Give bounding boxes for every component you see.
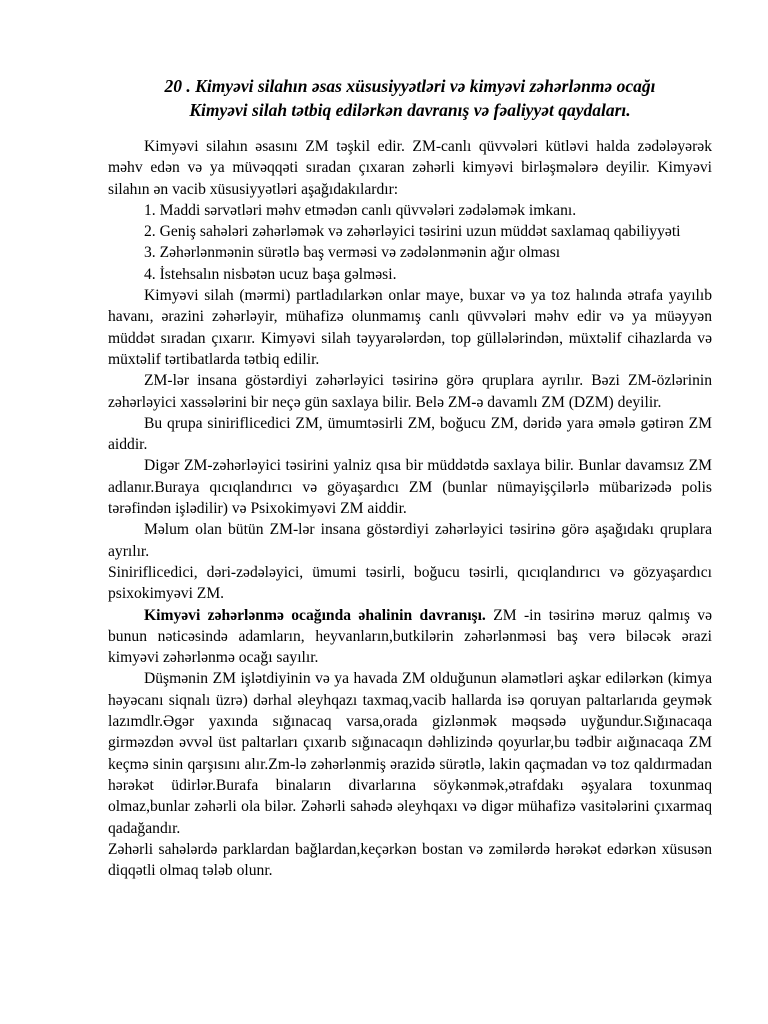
paragraph: Düşmənin ZM işlətdiyinin və ya havada ZM olduğunun əlamətləri aşkar edilərkən (kimya həyəcanı siqnalı üzrə) dərhal əleyhqazı taxmaq,vacib hallarda isə qoruyan paltarlarıda geymək lazımdlr.Əgər yaxında sığınacaq varsa,orada gizlənmək məqsədə uyğundur.Sığınacaqa girməzdən əvvəl üst paltarları çıxarıb sığınacaqın dəhlizində qoyurlar,bu tədbir aığınacaqa ZM keçmə sinin qarşısını alır.Zm-lə zəhərlənmiş ərazidə sürətlə, lakin qaçmadan və toz qaldırmadan hərəkət üdirlər.Burafa binaların divarlarına söykənmək,ətrafdakı əşyalara toxunmaq olmaz,bunlar zəhərli ola bilər. Zəhərli sahədə əleyhqaxı və digər mühafizə vasitələrini çıxarmaq qadağandır. xyxy=(108,670,712,837)
document-title xyxy=(108,74,712,122)
paragraph: Zəhərli sahələrdə parklardan bağlardan,keçərkən bostan və zəmilərdə hərəkət edərkən xüsusən diqqətli olmaq tələb olunr. xyxy=(108,840,712,880)
document-body xyxy=(108,136,712,881)
paragraph: Məlum olan bütün ZM-lər insana göstərdiyi zəhərləyici təsirinə görə aşağıdakı qruplara ayrılır. xyxy=(108,521,712,560)
paragraph: Digər ZM-zəhərləyici təsirini yalniz qısa bir müddətdə saxlaya bilir. Bunlar davamsız ZM adlanır.Buraya qıcıqlandırıcı və göyaşardıcı ZM (bunlar nümayişçilərlə mübarizədə polis tərəfindən işlədilir) və Psixokimyəvi ZM aiddir. xyxy=(108,457,712,518)
paragraph-with-bold-lead xyxy=(108,605,712,669)
paragraph: Bu qrupa siniriflicedici ZM, ümumtəsirli ZM, boğucu ZM, dəridə yara əmələ gətirən ZM aiddir. xyxy=(108,414,712,454)
title-line-1: 20 . Kimyəvi silahın əsas xüsusiyyətləri və kimyəvi zəhərlənmə ocağı xyxy=(164,76,656,96)
list-item: 2. Geniş sahələri zəhərləmək və zəhərləyici təsirini uzun müddət saxlamaq qabiliyyəti xyxy=(144,223,681,241)
list-item: 1. Maddi sərvətləri məhv etmədən canlı qüvvələri zədələmək imkanı. xyxy=(144,201,577,219)
list-item: 3. Zəhərlənmənin sürətlə baş verməsi və zədələnmənin ağır olması xyxy=(144,244,561,262)
paragraph: Kimyəvi silah (mərmi) partladılarkən onlar maye, buxar və ya toz halında ətrafa yayılıb havanı, ərazini zəhərləyir, mühafizə olunmamış canlı qüvvələri məhv edir və ya müəyyən müddət sıradan çıxarır. Kimyəvi silah təyyarələrdən, top güllələrindən, müxtəlif cihazlarda və müxtəlif tərtibatlarda tətbiq edilir. xyxy=(108,287,712,368)
paragraph: Kimyəvi silahın əsasını ZM təşkil edir. ZM-canlı qüvvələri kütləvi halda zədələyərək məhv edən və ya müvəqqəti sıradan çıxaran zəhərli kimyəvi birləşmələrə deyilir. Kimyəvi silahın ən vacib xüsusiyyətləri aşağıdakılardır: xyxy=(108,138,712,198)
title-line-2: Kimyəvi silah tətbiq edilərkən davranış və fəaliyyət qaydaları. xyxy=(189,100,631,120)
paragraph: ZM-lər insana göstərdiyi zəhərləyici təsirinə görə qruplara ayrılır. Bəzi ZM-özlərinin zəhərləyici xassələrini bir neçə gün saxlaya bilir. Belə ZM-ə davamlı ZM (DZM) deyilir. xyxy=(108,372,712,411)
list-item: 4. İstehsalın nisbətən ucuz başa gəlməsi. xyxy=(144,265,397,283)
section-heading-inline: Kimyəvi zəhərlənmə ocağında əhalinin davranışı. xyxy=(144,606,486,624)
paragraph: Siniriflicedici, dəri-zədələyici, ümumi təsirli, boğucu təsirli, qıcıqlandırıcı və gözyaşardıcı psixokimyəvi ZM. xyxy=(108,563,712,603)
paragraph-text: ZM -in təsirinə məruz qalmış və bunun nəticəsində adamların, heyvanların,butkilərin zəhərlənməsi baş verə biləcək ərazi kimyəvi zəhərlənmə ocağı sayılır. xyxy=(108,606,712,667)
